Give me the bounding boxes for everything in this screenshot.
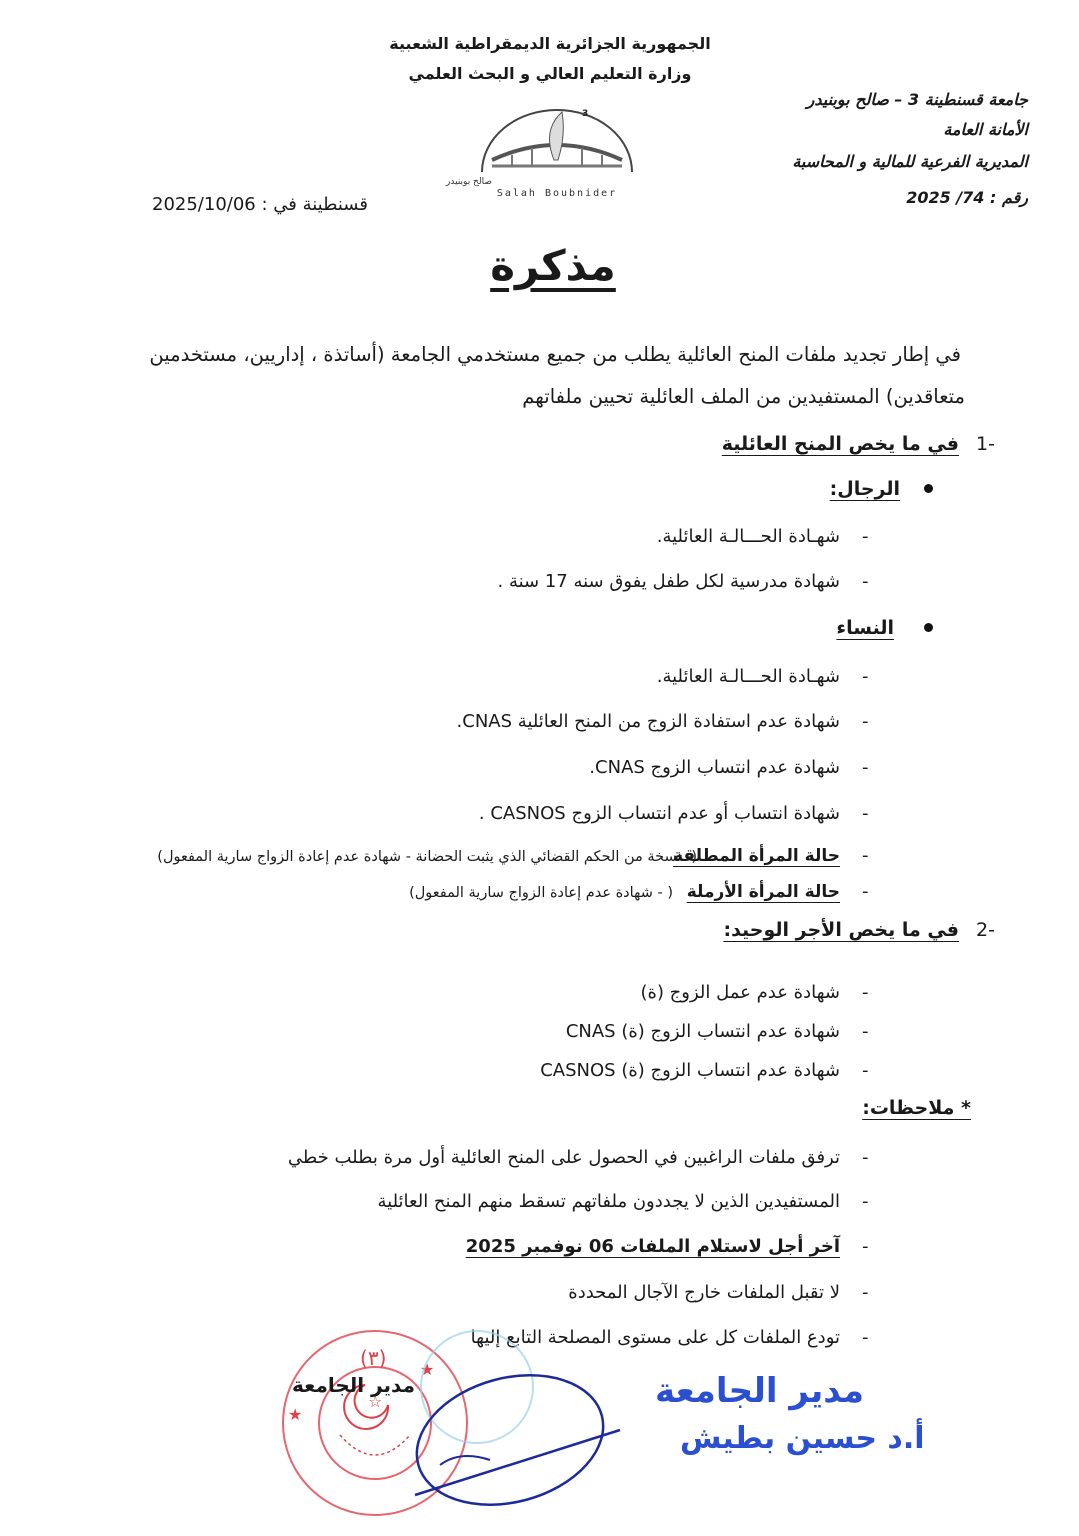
section2-item: شهادة عدم عمل الزوج (ة): [640, 982, 840, 1003]
men-item: شهادة مدرسية لكل طفل يفوق سنه 17 سنة .: [497, 571, 840, 592]
section2-item: شهادة عدم انتساب الزوج (ة) CNAS: [565, 1021, 840, 1042]
header-date: قسنطينة في : 2025/10/06: [152, 194, 368, 215]
women-item: شهادة انتساب أو عدم انتساب الزوج CASNOS .: [478, 803, 840, 824]
svg-text:مدير الجامعة: مدير الجامعة: [655, 1371, 864, 1411]
section2-item: شهادة عدم انتساب الزوج (ة) CASNOS: [540, 1060, 840, 1081]
svg-text:أ.د حسين بطيش: أ.د حسين بطيش: [680, 1421, 925, 1456]
divorced-label: حالة المرأة المطلقة: [673, 846, 840, 866]
notes-heading: * ملاحظات:: [862, 1097, 971, 1119]
svg-text:Salah Boubnider: Salah Boubnider: [496, 188, 618, 199]
intro-line-1: في إطار تجديد ملفات المنح العائلية يطلب من جميع مستخدمي الجامعة (أساتذة ، إداريين، مستخدمين: [149, 343, 961, 366]
svg-text:(٣): (٣): [360, 1346, 387, 1370]
header-university: جامعة قسنطينة 3 – صالح بوبنيدر: [806, 90, 1028, 109]
header-secretariat: الأمانة العامة: [943, 120, 1028, 139]
section2-heading: في ما يخص الأجر الوحيد:: [723, 919, 959, 941]
men-item: شهـادة الحـــالـة العائلية.: [656, 526, 840, 547]
widow-docs: ( - شهادة عدم إعادة الزواج سارية المفعول): [409, 885, 673, 901]
dash-icon: -: [862, 1021, 869, 1042]
men-label: الرجال:: [829, 478, 900, 500]
header-reference: رقم : 74/ 2025: [906, 188, 1028, 207]
intro-line-2: متعاقدين) المستفيدين من الملف العائلية تحيين ملفاتهم: [522, 385, 965, 408]
dash-icon: -: [862, 666, 869, 687]
note-item: المستفيدين الذين لا يجددون ملفاتهم تسقط منهم المنح العائلية: [377, 1191, 840, 1212]
handwritten-signature: [400, 1370, 630, 1520]
dash-icon: -: [862, 1191, 869, 1212]
svg-text:3: 3: [582, 109, 589, 119]
dash-icon: -: [862, 1282, 869, 1303]
svg-text:★: ★: [420, 1360, 435, 1379]
dash-icon: -: [862, 1147, 869, 1168]
women-item: شهادة عدم انتساب الزوج CNAS.: [589, 757, 840, 778]
dash-icon: -: [862, 526, 869, 547]
bullet-icon: [924, 484, 933, 493]
dash-icon: -: [862, 845, 869, 866]
dash-icon: -: [862, 711, 869, 732]
note-item: ترفق ملفات الراغبين في الحصول على المنح العائلية أول مرة بطلب خطي: [287, 1147, 840, 1168]
bullet-icon: [924, 623, 933, 632]
dash-icon: -: [862, 1060, 869, 1081]
note-deadline: آخر أجل لاستلام الملفات 06 نوفمبر 2025: [465, 1236, 840, 1257]
dash-icon: -: [862, 803, 869, 824]
section1-number: -1: [976, 433, 995, 455]
svg-text:☆: ☆: [368, 1392, 383, 1411]
signature-title: مدير الجامعة: [292, 1373, 415, 1397]
divorced-docs: (- نسخة من الحكم القضائي الذي يثبت الحضانة - شهادة عدم إعادة الزواج سارية المفعول): [157, 849, 697, 865]
header-republic: الجمهورية الجزائرية الديمقراطية الشعبية: [389, 34, 711, 53]
svg-text:صالح بوبنيدر: صالح بوبنيدر: [446, 177, 492, 187]
women-item: شهادة عدم استفادة الزوج من المنح العائلية CNAS.: [456, 711, 840, 732]
dash-icon: -: [862, 982, 869, 1003]
header-ministry: وزارة التعليم العالي و البحث العلمي: [408, 64, 692, 83]
header-directorate: المديرية الفرعية للمالية و المحاسبة: [792, 152, 1028, 171]
note-item: تودع الملفات كل على مستوى المصلحة التابع إليها: [470, 1327, 840, 1348]
dash-icon: -: [862, 571, 869, 592]
university-logo: [446, 100, 652, 200]
note-item: لا تقبل الملفات خارج الآجال المحددة: [568, 1282, 840, 1303]
section1-heading: في ما يخص المنح العائلية: [721, 433, 959, 455]
dash-icon: -: [862, 1236, 869, 1257]
women-item: شهـادة الحـــالـة العائلية.: [656, 666, 840, 687]
dash-icon: -: [862, 881, 869, 902]
women-label: النساء: [836, 617, 894, 639]
section2-number: -2: [976, 919, 995, 941]
dash-icon: -: [862, 757, 869, 778]
svg-text:★: ★: [288, 1405, 303, 1424]
dash-icon: -: [862, 1327, 869, 1348]
widow-label: حالة المرأة الأرملة: [686, 882, 840, 902]
memo-title: مذكرة: [490, 241, 616, 290]
